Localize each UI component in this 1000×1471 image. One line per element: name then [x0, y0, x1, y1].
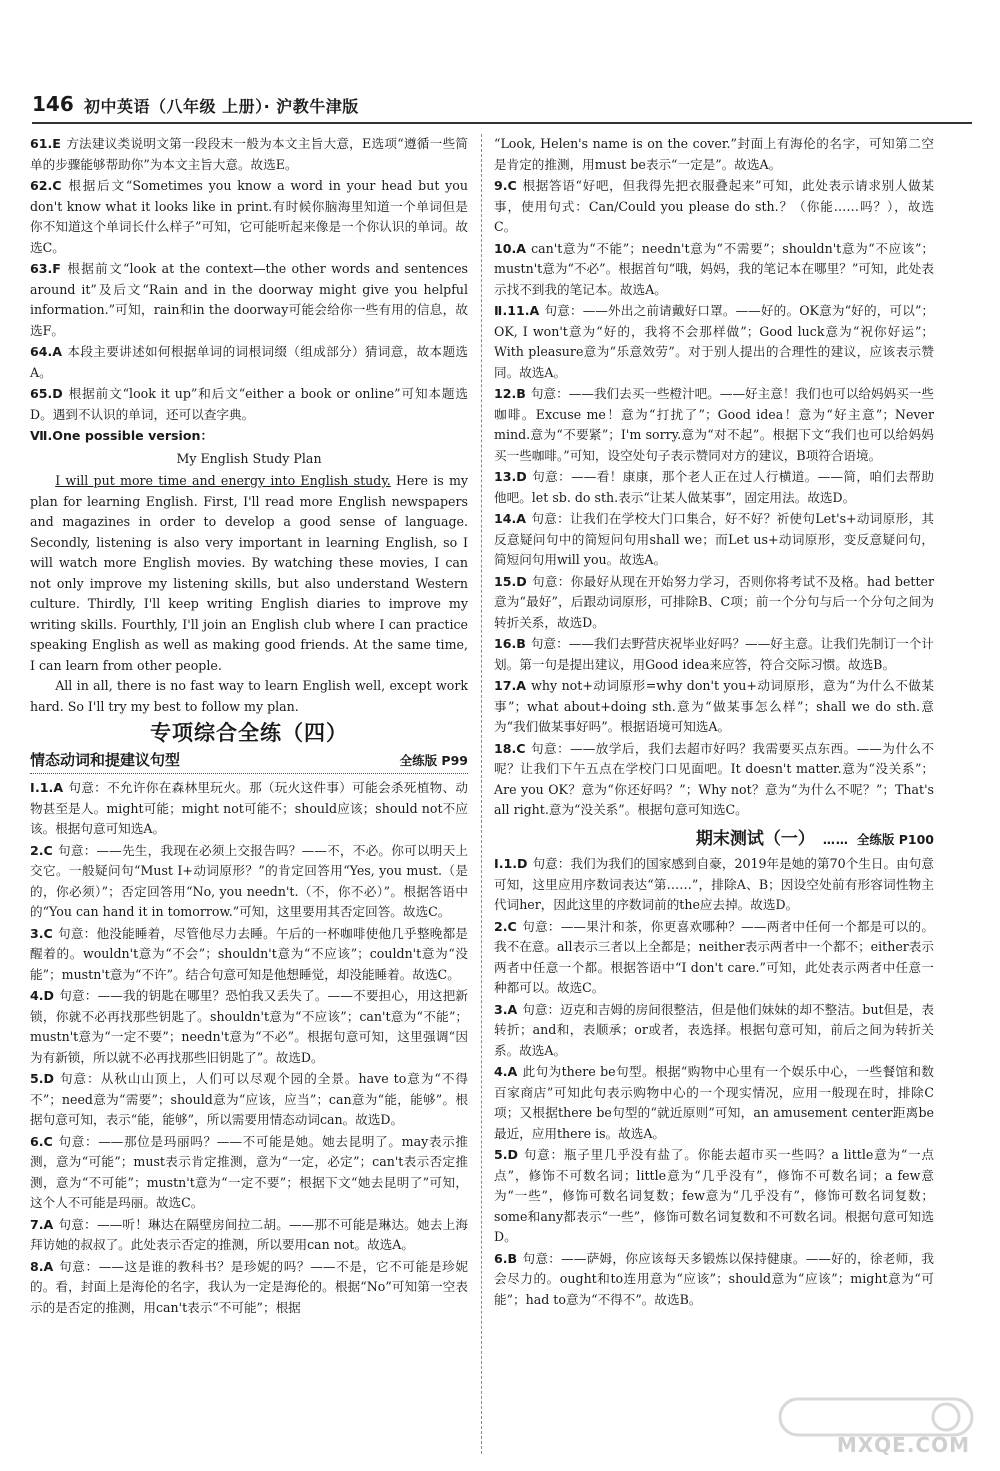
answer-explanation: 方法建议类说明文第一段段末一般为本文主旨大意，E选项“遵循一些简单的步骤能够帮助你”为本文主旨大意。故选E。 [30, 136, 468, 172]
right-answers-top [494, 134, 934, 821]
answer-item [494, 634, 934, 675]
answer-item [494, 1145, 934, 1248]
answer-explanation: 句意：——我们去买一些橙汁吧。——好主意！我们也可以给妈妈买一些咖啡。Excuse me！意为“打扰了”；Good idea！意为“好主意”；Never mind.意为“不要紧”；I'm sorry.意为“对不起”。根据下文“我们也可以给妈妈买一些咖啡。”可知，设空处句子表示赞同对方的建议，B项符合语境。 [494, 386, 934, 463]
answer-item [494, 676, 934, 738]
answer-explanation: 句意：我们为我们的国家感到自豪，2019年是她的第70个生日。由句意可知，这里应用序数词表达“第……”，排除A、B；因设空处前有形容词性物主代词her，因此这里的序数词前的the应去掉。故选D。 [494, 856, 934, 912]
exam-title: 期末测试（一） [695, 828, 815, 849]
answer-item [30, 384, 468, 425]
answer-item [30, 1069, 468, 1131]
essay-paragraph-1-rest: Here is my plan for learning English. First, I'll read more English newspapers and magazines in order to develop a good sense of language. Secondly, listening is also very important in learning English, so I will watch more English movies. By watching these movies, I can not only improve my listening skills, but also understand Western culture. Thirdly, I'll keep writing English diaries to improve my writing skills. Fourthly, I'll join an English club where I can practice speaking English as well as making good friends. At the same time, I can learn from other people. [30, 473, 468, 673]
answer-item [30, 342, 468, 383]
essay-paragraph-2: All in all, there is no fast way to learn English well, except work hard. So I'll try my best to follow my plan. [30, 678, 468, 714]
answer-explanation: why not+动词原形=why don't you+动词原形，意为“为什么不做某事”；what about+doing sth.意为“做某事怎么样”；shall we do sth.意为“我们做某事好吗”。根据语境可知选A。 [494, 678, 934, 734]
column-divider [481, 134, 482, 1454]
answer-number: 9.C [494, 178, 517, 193]
answer-explanation: 句意：瓶子里几乎没有盐了。你能去超市买一些吗？a little意为“一点点”，修饰不可数名词；little意为“几乎没有”，修饰不可数名词；a few意为“一些”，修饰可数名词复数；few意为“几乎没有”，修饰可数名词复数；some和any都表示“一些”，修饰可数名词复数和不可数名词。根据句意可知选D。 [494, 1147, 934, 1244]
answer-number: 18.C [494, 740, 526, 756]
answer-item [494, 384, 934, 466]
answer-number: 10.A [494, 240, 527, 256]
answer-explanation: 句意：从秋山山顶上，人们可以尽观个园的全景。have to意为“不得不”；need意为“需要”；should意为“应该，应当”；can意为“能，能够”。根据句意可知，表示“能，能够”，所以需要用情态动词can。故选D。 [30, 1071, 468, 1127]
essay-label: Ⅶ.One possible version： [30, 428, 214, 443]
essay-topic-sentence: I will put more time and energy into English study. [55, 473, 391, 488]
answer-number: 65.D [30, 386, 63, 401]
answer-explanation: 句意：你最好从现在开始努力学习，否则你将考试不及格。had better意为“最好”，后跟动词原形，可排除B、C项；前一个分句与后一个分句之间为转折关系，故选D。 [494, 573, 934, 630]
answer-number: 6.C [30, 1133, 53, 1149]
answer-number: 5.D [494, 1147, 519, 1162]
answer-explanation: 根据前文“look at the context—the other words and sentences around it”及后文“Rain and in the doorway might give you helpful information.”可知，rain和in the doorway可能会给你一些有用的信息，故选F。 [30, 261, 468, 338]
section-title: 专项综合全练（四） [150, 721, 348, 745]
answer-number: 4.A [494, 1064, 518, 1079]
answer-item [494, 467, 934, 508]
answer-item [30, 1132, 468, 1214]
answer-number: Ⅱ.11.A [494, 303, 540, 318]
essay-body [30, 471, 468, 717]
answer-item [30, 1215, 468, 1256]
answer-item [494, 854, 934, 916]
answer-explanation: 句意：——先生，我现在必须上交报告吗？——不，不必。你可以明天上交它。一般疑问句“Must I+动词原形？”的肯定回答用“Yes, you must.（是的，你必须）”；否定回答用“No, you needn't.（不，你不必）”。根据答语中的“You can hand it in tomorrow.”可知，这里要用其否定回答。故选C。 [30, 842, 468, 919]
subsection-heading [30, 750, 468, 775]
answer-number: 3.C [30, 925, 53, 941]
answer-number: 6.B [494, 1250, 518, 1266]
answer-item [30, 176, 468, 258]
subsection-title: 情态动词和提建议句型 [30, 750, 181, 769]
answer-number: 12.B [494, 386, 526, 401]
answer-item [30, 986, 468, 1068]
book-title: 初中英语（八年级 上册）· 沪教牛津版 [84, 97, 359, 116]
left-answers-bottom [30, 778, 468, 1318]
answer-item [30, 259, 468, 341]
answer-explanation: 根据答语“好吧，但我得先把衣服叠起来”可知，此处表示请求别人做某事，使用句式：Can/Could you please do sth.？（你能……吗？），故选C。 [494, 178, 934, 234]
answer-item [30, 134, 468, 175]
answer-explanation: 此句为there be句型。根据“购物中心里有一个娱乐中心，一些餐馆和数百家商店”可知此句表示购物中心的一个现实情况，应用一般现在时，排除C项；又根据there be句型的“就近原则”可知，an amusement center距离be最近，应用there is。故选A。 [494, 1064, 934, 1141]
right-column [494, 134, 934, 1311]
answer-number: 16.B [494, 636, 526, 651]
page-header [32, 88, 972, 128]
answer-explanation: 句意：让我们在学校大门口集合，好不好？祈使句Let's+动词原形，其反意疑问句中的简短问句用shall we；而Let us+动词原形，变反意疑问句，简短问句用will you。故选A。 [494, 511, 934, 567]
answer-item [494, 1000, 934, 1062]
answer-explanation: 本段主要讲述如何根据单词的词根词缀（组成部分）猜词意，故本题选A。 [30, 344, 468, 380]
answer-number: 5.D [30, 1071, 55, 1086]
answer-explanation: 句意：他没能睡着，尽管他尽力去睡。午后的一杯咖啡使他几乎整晚都是醒着的。wouldn't意为“不会”；shouldn't意为“不应该”；couldn't意为“没能”；mustn't意为“不许”。结合句意可知是他想睡觉，却没能睡着。故选C。 [30, 925, 468, 982]
answer-item [494, 239, 934, 301]
answer-item [494, 917, 934, 999]
answer-explanation: “Look, Helen's name is on the cover.”封面上有海伦的名字，可知第二空是肯定的推测，用must be表示“一定是”。故选A。 [494, 136, 934, 172]
answer-number: 63.F [30, 261, 61, 276]
answer-item [494, 1249, 934, 1311]
answer-item [494, 301, 934, 383]
answer-number: 14.A [494, 511, 527, 526]
answer-explanation: 句意：——我的钥匙在哪里？恐怕我又丢失了。——不要担心，用这把新锁，你就不必再找那些钥匙了。shouldn't意为“不应该”；can't意为“不能”；mustn't意为“一定不要”；needn't意为“不必”。根据句意可知，这里强调“因为有新锁，所以就不必再找那些旧钥匙了”。故选D。 [30, 988, 468, 1065]
answer-explanation: 句意：——看！康康，那个老人正在过人行横道。——简，咱们去帮助他吧。let sb. do sth.表示“让某人做某事”，固定用法。故选D。 [494, 469, 934, 505]
exam-heading [494, 829, 934, 851]
answer-explanation: 句意：——那位是玛丽吗？——不可能是她。她去昆明了。may表示推测，意为“可能”；must表示肯定推测，意为“一定，必定”；can't表示否定推测，意为“不可能”；mustn't意为“一定不要”；根据下文“她去昆明了”可知，这个人不可能是玛丽。故选C。 [30, 1133, 468, 1210]
subsection-page-ref: 全练版 P99 [399, 752, 468, 768]
answer-item [494, 1062, 934, 1144]
answer-item [494, 739, 934, 821]
answer-number: 64.A [30, 344, 63, 359]
answer-item [30, 924, 468, 986]
answer-explanation: 句意：迈克和吉姆的房间很整洁，但是他们妹妹的却不整洁。but但是，表转折；and和，表顺承；or或者，表选择。根据句意可知，前后之间为转折关系。故选A。 [494, 1001, 934, 1058]
answer-number: 4.D [30, 988, 55, 1003]
answer-explanation: 句意：——放学后，我们去超市好吗？我需要买点东西。——为什么不呢？让我们下午五点在学校门口见面吧。It doesn't matter.意为“没关系”；Are you OK？意为“你还好吗？”；Why not？意为“为什么不呢？”；That's all right.意为“没关系”。根据句意可知选C。 [494, 740, 934, 817]
essay-paragraph-1 [30, 471, 468, 676]
watermark [776, 1395, 976, 1457]
answer-number: 8.A [30, 1258, 54, 1274]
answer-item [30, 841, 468, 923]
answer-explanation: 根据后文“Sometimes you know a word in your head but you don't know what it looks like in print.有时候你脑海里知道一个单词但是你不知道这个单词长什么样子”可知，它可能听起来像是一个你认识的单词。故选C。 [30, 178, 468, 255]
answer-number: 17.A [494, 678, 527, 693]
answer-number: 15.D [494, 573, 527, 589]
answer-explanation: 句意：——我们去野营庆祝毕业好吗？——好主意。让我们先制订一个计划。第一句是提出建议，用Good idea来应答，符合交际习惯。故选B。 [494, 636, 934, 672]
header-rule [32, 122, 972, 124]
watermark-url: MXQE.COM [836, 1433, 970, 1457]
right-answers-bottom [494, 854, 934, 1310]
answer-explanation: 句意：——这是谁的教科书？是珍妮的吗？——不是，它不可能是珍妮的。看，封面上是海伦的名字，我认为一定是海伦的。根据“No”可知第一空表示的是否定的推测，用can't表示“不可能”；根据 [30, 1258, 468, 1315]
answer-item [30, 1257, 468, 1319]
answer-explanation: 句意：——外出之前请戴好口罩。——好的。OK意为“好的，可以”；OK, I won't意为“好的，我将不会那样做”；Good luck意为“祝你好运”；With pleasure意为“乐意效劳”。对于别人提出的合理性的建议，应该表示赞同。故选A。 [494, 303, 934, 380]
answer-number: 2.C [494, 918, 517, 934]
exam-leader-dots: …… [822, 832, 849, 847]
left-column [30, 134, 468, 1319]
left-answers-top [30, 134, 468, 425]
answer-explanation: 句意：——果汁和茶，你更喜欢哪种？——两者中任何一个都是可以的。我不在意。all表示三者以上全都是；neither表示两者中一个都不；either表示两者中任意一个都。根据答语中“I don't care.”可知，此处表示两者中任意一种都可以。故选C。 [494, 918, 934, 995]
answer-explanation: 句意：——听！琳达在隔壁房间拉二胡。——那不可能是琳达。她去上海拜访她的叔叔了。此处表示否定的推测，所以要用can not。故选A。 [30, 1216, 468, 1252]
answer-explanation: 根据前文“look it up”和后文“either a book or online”可知本题选D。遇到不认识的单词，还可以查字典。 [30, 386, 468, 422]
answer-explanation: can't意为“不能”；needn't意为“不需要”；shouldn't意为“不应该”；mustn't意为“不必”。根据首句“哦，妈妈，我的笔记本在哪里？”可知，此处表示找不到我的笔记本。故选A。 [494, 240, 934, 297]
answer-number: 13.D [494, 469, 527, 484]
answer-explanation: 句意：不允许你在森林里玩火。那（玩火这件事）可能会杀死植物、动物甚至是人。might可能；might not可能不；should应该；should not不应该。根据句意可知选A。 [30, 780, 469, 836]
answer-number: 3.A [494, 1001, 518, 1017]
answer-item [30, 778, 468, 840]
answer-item [494, 134, 934, 175]
essay-title: My English Study Plan [176, 450, 322, 466]
answer-number: Ⅰ.1.A [30, 780, 64, 795]
answer-explanation: 句意：——萨姆，你应该每天多锻炼以保持健康。——好的，徐老师，我会尽力的。ought和to连用意为“应该”；should意为“应该”；might意为“可能”；had to意为“不得不”。故选B。 [494, 1250, 934, 1307]
answer-item [494, 176, 934, 238]
answer-item [494, 509, 934, 571]
answer-item [494, 572, 934, 634]
answer-number: 62.C [30, 178, 62, 193]
answer-number: 61.E [30, 136, 61, 151]
answer-number: 2.C [30, 842, 53, 858]
exam-page-ref: 全练版 P100 [856, 831, 934, 847]
answer-number: Ⅰ.1.D [494, 856, 528, 871]
answer-number: 7.A [30, 1216, 54, 1232]
page-number: 146 [32, 92, 74, 116]
